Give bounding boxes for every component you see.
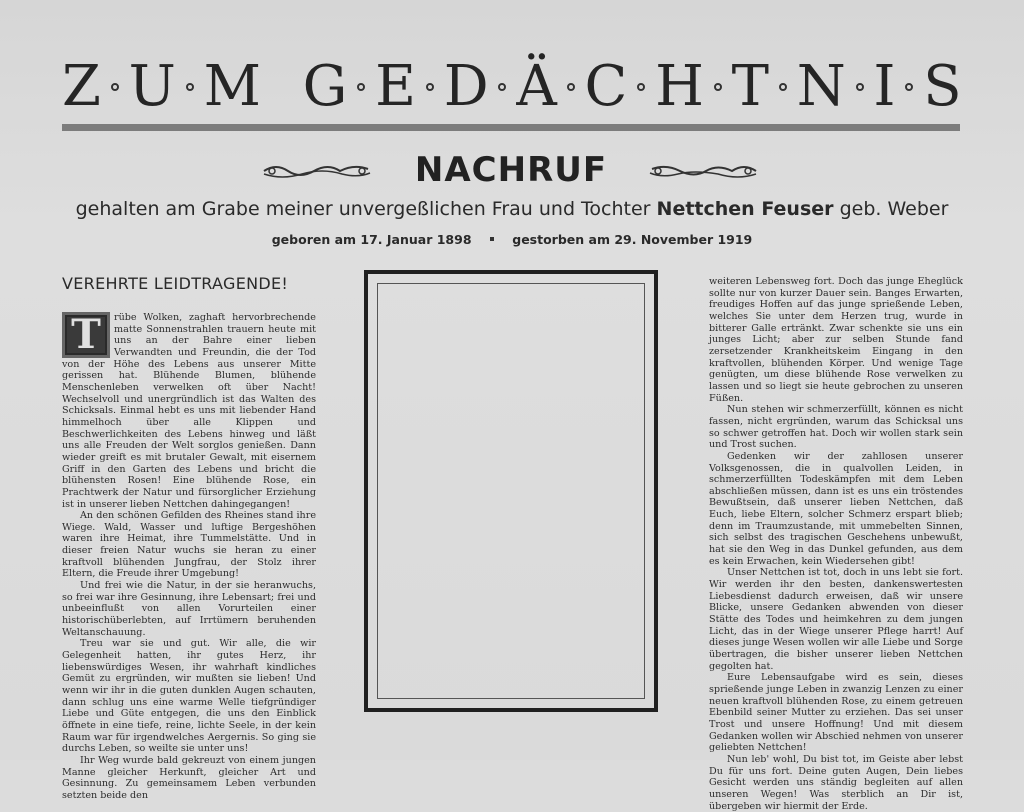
title-letter: M: [203, 54, 261, 119]
deceased-name: Nettchen Feuser: [656, 198, 834, 220]
right-text-column: [709, 276, 963, 812]
title-letter: S: [923, 54, 962, 119]
flower-ornament-icon: [426, 83, 434, 91]
paragraph: Unser Nettchen ist tot, doch in uns lebt sie fort. Wir werden ihr den besten, dankenswertesten Liebesdienst dadurch erweisen, daß wir unsere Blicke, unsere Gedanken abwenden von dieser Stätte des Todes und heimkehren zu dem jungen Licht, das in der Wiege unserer Pflege harrt! Auf dieses junge Wesen wollen wir alle Liebe und Sorge übertragen, die bisher unserer lieben Nettchen gegolten hat.: [709, 567, 963, 672]
title-letter: Z: [62, 54, 101, 119]
flower-ornament-icon: [186, 83, 194, 91]
flower-ornament-icon: [637, 83, 645, 91]
flower-ornament-icon: [357, 83, 365, 91]
title-letter: T: [731, 54, 769, 119]
paragraph: weiteren Lebensweg fort. Doch das junge Eheglück sollte nur von kurzer Dauer sein. Banges Erwarten, freudiges Hoffen auf das junge sprießende Leben, welches Sie unter dem Herzen trug, wurde in bitterer Galle ertränkt. Zwar schenkte sie uns ein junges Licht; aber zur selben Stunde fand zersetzender Krankheitskeim Eingang in den kraftvollen, blühenden Körper. Und wenige Tage genügten, um diese blühende Rose verwelken zu lassen und so liegt sie heute gebrochen zu unseren Füßen.: [709, 276, 963, 404]
title-letter: U: [128, 54, 176, 119]
title-letter: Ä: [516, 54, 557, 119]
title-letter: C: [584, 54, 628, 119]
left-text-column: [62, 311, 316, 801]
paragraph: Nun leb' wohl, Du bist tot, im Geiste aber lebst Du für uns fort. Deine guten Augen, Dein liebes Gesicht werden uns ständig begleiten auf allen unseren Wegen! Was sterblich an Dir ist, übergeben wir hiermit der Erde.: [709, 753, 963, 812]
flower-ornament-icon: [498, 83, 506, 91]
obituary-heading: NACHRUF: [414, 150, 608, 190]
paragraph: An den schönen Gefilden des Rheines stand ihre Wiege. Wald, Wasser und luftige Bergeshöhen waren ihre Heimat, ihre Tummelstätte. Und in dieser freien Natur wuchs sie heran zu einer kraftvoll blühenden Jungfrau, der Stolz ihrer Eltern, die Freude ihrer Umgebung!: [62, 510, 316, 580]
flower-ornament-icon: [111, 83, 119, 91]
paragraph: Und frei wie die Natur, in der sie heranwuchs, so frei war ihre Gesinnung, ihre Lebensart; frei und unbeeinflußt von allen Vorurteilen einer historischüberlebten, auf Irrtümern beruhenden Weltanschauung.: [62, 580, 316, 638]
scroll-ornament-icon: [262, 162, 372, 180]
title-rule: [62, 124, 960, 131]
flower-ornament-icon: [567, 83, 575, 91]
flower-ornament-icon: [779, 83, 787, 91]
paragraph: Treu war sie und gut. Wir alle, die wir Gelegenheit hatten, ihr gutes Herz, ihr liebenswürdiges Wesen, ihr wahrhaft kindliches Gemüt zu ergründen, wir mußten sie lieben! Und wenn wir ihr in die guten dunklen Augen schauten, dann schlug uns eine warme Welle tiefgründiger Liebe und Güte entgegen, die uns den Einblick öffnete in eine tiefe, reine, lichte Seele, in der kein Raum war für irgendwelches Aergernis. So ging sie durchs Leben, so weilte sie unter uns!: [62, 638, 316, 755]
photo-frame-inner: [377, 283, 645, 699]
title-letter: N: [796, 54, 846, 119]
title-letter: I: [873, 54, 896, 119]
obituary-subtitle: [50, 198, 974, 226]
birth-date: geboren am 17. Januar 1898: [271, 232, 472, 247]
title-letter: H: [655, 54, 704, 119]
paragraph: Nun stehen wir schmerzerfüllt, können es nicht fassen, nicht ergründen, warum das Schicksal uns so schwer getroffen hat. Doch wir wollen stark sein und Trost suchen.: [709, 404, 963, 451]
flower-ornament-icon: [905, 83, 913, 91]
scroll-ornament-icon: [648, 162, 758, 180]
flower-ornament-icon: [856, 83, 864, 91]
flower-ornament-icon: [714, 83, 722, 91]
paragraph: Ihr Weg wurde bald gekreuzt von einem jungen Manne gleicher Herkunft, gleicher Art und Gesinnung. Zu gemeinsamem Leben verbunden setzten beide den: [62, 754, 316, 801]
paragraph-text: rübe Wolken, zaghaft hervorbrechende matte Sonnenstrahlen trauern heute mit uns an der Bahre einer lieben Verwandten und Freundin, die der Tod von der Höhe des Lebens aus unserer Mitte gerissen hat. Blühende Blumen, blühende Menschenleben verwelken oft über Nacht! Wechselvoll und unergründlich ist das Walten des Schicksals. Einmal hebt es uns mit liebender Hand himmelhoch über alle Klippen und Beschwerlichkeiten des Lebens hinweg und läßt uns alle Freuden der Welt sorglos genießen. Dann wieder greift es mit brutaler Gewalt, mit eisernem Griff in den Garten des Lebens und bricht die blühensten Rosen! Eine blühende Rose, ein Prachtwerk der Natur und fürsorglicher Erziehung ist in unserer lieben Nettchen dahingegangen!: [62, 312, 316, 510]
dropcap-initial: T: [62, 312, 110, 358]
title-letter: D: [443, 54, 489, 119]
paragraph: [62, 312, 316, 510]
title-letter: G: [302, 54, 348, 119]
photo-frame: [364, 270, 658, 712]
title-letter: E: [375, 54, 416, 119]
paragraph: Gedenken wir der zahllosen unserer Volksgenossen, die in qualvollen Leiden, in schmerzerfüllten Todeskämpfen mit dem Leben abschließen müssen, dann ist es uns ein tröstendes Bewußtsein, daß unserer lieben Nettchen, daß Euch, liebe Eltern, solcher Schmerz erspart blieb; denn im Traumzustande, mit ummebelten Sinnen, sich selbst des tragischen Geschehens unbewußt, hat sie den Weg in das Dunkel gefunden, aus dem es kein Erwachen, kein Wiedersehen gibt!: [709, 450, 963, 567]
death-date: gestorben am 29. November 1919: [512, 232, 753, 247]
life-dates: [250, 232, 774, 252]
birth-name-note: geb. Weber: [839, 198, 949, 220]
salutation: VEREHRTE LEIDTRAGENDE!: [62, 274, 289, 293]
bullet-separator: [490, 237, 494, 241]
paragraph: Eure Lebensaufgabe wird es sein, dieses sprießende junge Leben in zwanzig Lenzen zu einer neuen kraftvoll blühenden Rose, zu einem getreuen Ebenbild seiner Mutter zu erziehen. Das sei unser Trost und unsere Hoffnung! Und mit diesem Gedanken wollen wir Abschied nehmen von unserer geliebten Nettchen!: [709, 672, 963, 754]
subtitle-text: gehalten am Grabe meiner unvergeßlichen Frau und Tochter: [75, 198, 651, 220]
page-title: [62, 52, 962, 122]
